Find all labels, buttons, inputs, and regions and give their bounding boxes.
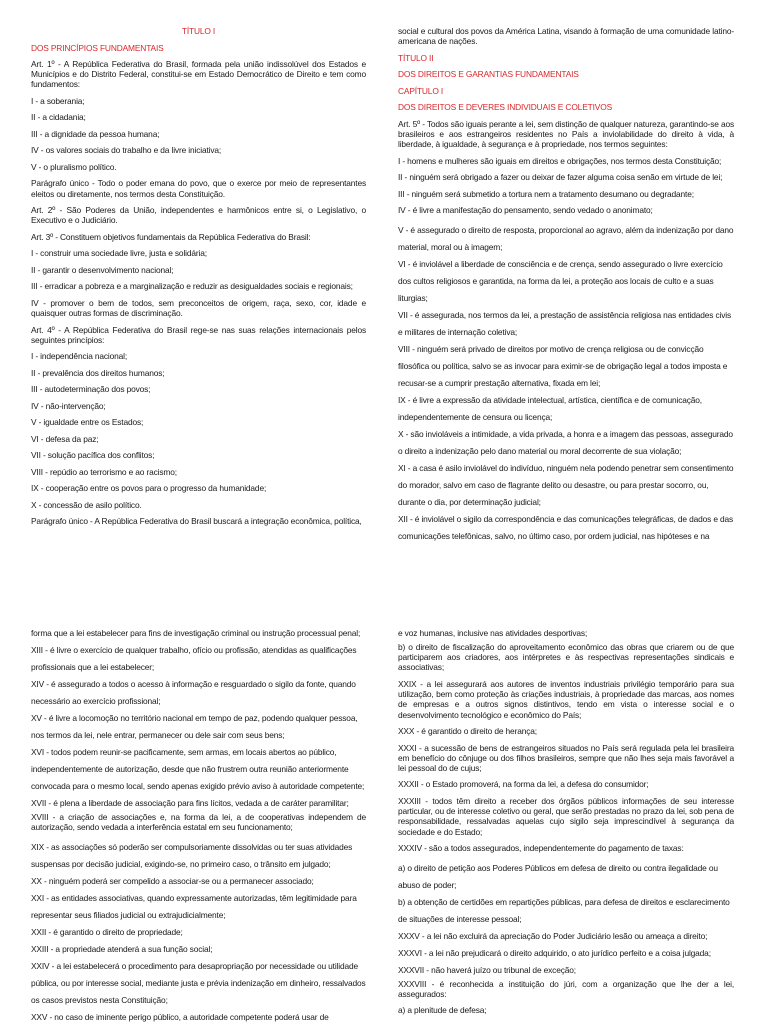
paragraph: XVI - todos podem reunir-se pacificamente, sem armas, em locais abertos ao público, independentemente de autorização, desde que não frustrem outra reunião anteriormente convocada para o mesmo local, sendo apenas exigido prévio aviso à autoridade competente; (31, 747, 365, 791)
paragraph: II - prevalência dos direitos humanos; (31, 367, 165, 378)
page-2-left-column (31, 625, 366, 1024)
paragraph: VIII - ninguém será privado de direitos por motivo de crença religiosa ou de convicção filosófica ou política, salvo se as invocar para eximir-se de obrigação legal a todos imposta e recusar-se a cumprir prestação alternativa, fixada em lei; (398, 343, 728, 388)
paragraph: I - a soberania; (31, 95, 85, 106)
paragraph: XI - a casa é asilo inviolável do indivíduo, ninguém nela podendo penetrar sem consentimento do morador, salvo em caso de flagrante delito ou desastre, ou para prestar socorro, ou, durante o dia, por determinação judicial; (398, 462, 734, 507)
paragraph: V - igualdade entre os Estados; (31, 417, 144, 428)
paragraph: e voz humanas, inclusive nas atividades desportivas; (398, 628, 588, 638)
paragraph: IV - os valores sociais do trabalho e da livre iniciativa; (31, 145, 222, 156)
paragraph: XXX - é garantido o direito de herança; (398, 726, 537, 737)
paragraph: IV - não-intervenção; (31, 400, 106, 411)
paragraph: XXXVI - a lei não prejudicará o direito adquirido, o ato jurídico perfeito e a coisa julgada; (398, 947, 711, 958)
paragraph: XXIX - a lei assegurará aos autores de inventos industriais privilégio temporário para sua utilização, bem como proteção às criações industriais, à propriedade das marcas, aos nomes de empresas e a outros signos distintivos, tendo em vista o interesse social e o desenvolvimento tecnológico e econômico do País; (398, 678, 734, 720)
paragraph: XXIII - a propriedade atenderá a sua função social; (31, 943, 213, 954)
paragraph: Art. 1º - A República Federativa do Brasil, formada pela união indissolúvel dos Estados e Municípios e do Distrito Federal, constitui-se em Estado Democrático de Direito e tem como fundamentos: (31, 59, 366, 90)
paragraph: III - ninguém será submetido a tortura nem a tratamento desumano ou degradante; (398, 188, 694, 199)
paragraph: IV - é livre a manifestação do pensamento, sendo vedado o anonimato; (398, 205, 653, 216)
paragraph: VIII - repúdio ao terrorismo e ao racismo; (31, 466, 177, 477)
paragraph: I - homens e mulheres são iguais em direitos e obrigações, nos termos desta Constituição; (398, 155, 722, 166)
paragraph: XXXIV - são a todos assegurados, independentemente do pagamento de taxas: (398, 843, 684, 854)
section-heading: TÍTULO II (398, 52, 434, 63)
paragraph: XXI - as entidades associativas, quando expressamente autorizadas, têm legitimidade para representar seus filiados judicial ou extrajudicialmente; (31, 892, 357, 920)
paragraph: Parágrafo único - A República Federativa do Brasil buscará a integração econômica, política, (31, 516, 362, 527)
paragraph: a) a plenitude de defesa; (398, 1005, 487, 1016)
paragraph: III - erradicar a pobreza e a marginalização e reduzir as desigualdades sociais e regionais; (31, 281, 353, 292)
paragraph: IX - é livre a expressão da atividade intelectual, artística, científica e de comunicação, independentemente de censura ou licença; (398, 394, 702, 422)
paragraph: XIII - é livre o exercício de qualquer trabalho, ofício ou profissão, atendidas as qualificações profissionais que a lei estabelecer; (31, 645, 357, 672)
paragraph: XV - é livre a locomoção no território nacional em tempo de paz, podendo qualquer pessoa, nos termos da lei, nele entrar, permanecer ou dele sair com seus bens; (31, 713, 358, 740)
paragraph: b) a obtenção de certidões em repartições públicas, para defesa de direitos e esclarecimento de situações de interesse pessoal; (398, 896, 730, 924)
paragraph: II - a cidadania; (31, 112, 86, 123)
paragraph: b) o direito de fiscalização do aproveitamento econômico das obras que criarem ou de que participarem aos criadores, aos intérpretes e às respectivas representações sindicais e associativas; (398, 642, 734, 673)
paragraph: VI - é inviolável a liberdade de consciência e de crença, sendo assegurado o livre exercício dos cultos religiosos e garantida, na forma da lei, a proteção aos locais de culto e a suas liturgias; (398, 258, 723, 303)
paragraph: Art. 5º - Todos são iguais perante a lei, sem distinção de qualquer natureza, garantindo-se aos brasileiros e aos estrangeiros residentes no País a inviolabilidade do direito à vida, à liberdade, à igualdade, à segurança e à propriedade, nos termos seguintes: (398, 118, 734, 150)
paragraph: XVII - é plena a liberdade de associação para fins lícitos, vedada a de caráter paramilitar; (31, 798, 349, 808)
paragraph: XXXV - a lei não excluirá da apreciação do Poder Judiciário lesão ou ameaça a direito; (398, 930, 708, 941)
section-heading: CAPÍTULO I (398, 85, 444, 96)
page-1-left-column (31, 26, 366, 527)
paragraph: I - independência nacional; (31, 351, 128, 362)
paragraph: forma que a lei estabelecer para fins de investigação criminal ou instrução processual penal; (31, 628, 361, 638)
paragraph: IV - promover o bem de todos, sem preconceitos de origem, raça, sexo, cor, idade e quaisquer outras formas de discriminação. (31, 297, 366, 319)
paragraph: a) o direito de petição aos Poderes Públicos em defesa de direito ou contra ilegalidade ou abuso de poder; (398, 862, 718, 890)
paragraph: Art. 4º - A República Federativa do Brasil rege-se nas suas relações internacionais pelos seguintes princípios: (31, 324, 366, 345)
paragraph: X - são invioláveis a intimidade, a vida privada, a honra e a imagem das pessoas, assegurado o direito a indenização pelo dano material ou moral decorrente de sua violação; (398, 428, 733, 456)
paragraph: V - o pluralismo político. (31, 161, 117, 172)
section-heading: TÍTULO I (181, 26, 216, 36)
paragraph: XXXIII - todos têm direito a receber dos órgãos públicos informações de seu interesse particular, ou de interesse coletivo ou geral, que serão prestadas no prazo da lei, sob pena de responsabilidade, ressalvadas aquelas cujo sigilo seja imprescindível à segurança da sociedade e do Estado; (398, 795, 734, 837)
paragraph: XXXVIII - é reconhecida a instituição do júri, com a organização que lhe der a lei, assegurados: (398, 978, 734, 999)
paragraph: XXV - no caso de iminente perigo público, a autoridade competente poderá usar de (31, 1011, 329, 1022)
paragraph: V - é assegurado o direito de resposta, proporcional ao agravo, além da indenização por dano material, moral ou à imagem; (398, 224, 734, 252)
paragraph: II - ninguém será obrigado a fazer ou deixar de fazer alguma coisa senão em virtude de lei; (398, 172, 723, 183)
paragraph: XIV - é assegurado a todos o acesso à informação e resguardado o sigilo da fonte, quando necessário ao exercício profissional; (31, 679, 356, 706)
paragraph: VII - é assegurada, nos termos da lei, a prestação de assistência religiosa nas entidades civis e militares de internação coletiva; (398, 309, 732, 337)
paragraph: III - a dignidade da pessoa humana; (31, 128, 160, 139)
paragraph: I - construir uma sociedade livre, justa e solidária; (31, 248, 207, 259)
paragraph: XII - é inviolável o sigilo da correspondência e das comunicações telegráficas, de dados e das comunicações telefônicas, salvo, no último caso, por ordem judicial, nas hipóteses e na (398, 513, 734, 541)
paragraph: XXXII - o Estado promoverá, na forma da lei, a defesa do consumidor; (398, 779, 649, 790)
paragraph: Art. 2º - São Poderes da União, independentes e harmônicos entre si, o Legislativo, o Executivo e o Judiciário. (31, 205, 366, 226)
paragraph: XX - ninguém poderá ser compelido a associar-se ou a permanecer associado; (31, 875, 314, 886)
paragraph: III - autodeterminação dos povos; (31, 384, 151, 395)
paragraph: X - concessão de asilo político. (31, 499, 142, 510)
paragraph: XIX - as associações só poderão ser compulsoriamente dissolvidas ou ter suas atividades suspensas por decisão judicial, exigindo-se, no primeiro caso, o trânsito em julgado; (31, 841, 353, 869)
paragraph: VI - defesa da paz; (31, 433, 99, 444)
paragraph: XXXVII - não haverá juízo ou tribunal de exceção; (398, 964, 576, 975)
page-2-right-column (398, 625, 734, 1024)
paragraph: VII - solução pacífica dos conflitos; (31, 450, 155, 461)
paragraph: IX - cooperação entre os povos para o progresso da humanidade; (31, 483, 267, 494)
paragraph: Parágrafo único - Todo o poder emana do povo, que o exerce por meio de representantes eleitos ou diretamente, nos termos desta Constituição. (31, 178, 366, 199)
section-heading: DOS DIREITOS E GARANTIAS FUNDAMENTAIS (398, 69, 579, 80)
paragraph: XXXI - a sucessão de bens de estrangeiros situados no País será regulada pela lei brasileira em benefício do cônjuge ou dos filhos brasileiros, sempre que não lhes seja mais favorável a lei pessoal do de cujus; (398, 742, 734, 773)
paragraph: Art. 3º - Constituem objetivos fundamentais da República Federativa do Brasil: (31, 231, 311, 242)
section-heading: DOS DIREITOS E DEVERES INDIVIDUAIS E COLETIVOS (398, 102, 613, 113)
paragraph: II - garantir o desenvolvimento nacional; (31, 264, 174, 275)
paragraph: XVIII - a criação de associações e, na forma da lei, a de cooperativas independem de autorização, sendo vedada a interferência estatal em seu funcionamento; (31, 812, 366, 833)
document-page-2 (0, 512, 768, 1024)
paragraph: XXIV - a lei estabelecerá o procedimento para desapropriação por necessidade ou utilidade pública, ou por interesse social, mediante justa e prévia indenização em dinheiro, ressalvados os casos previstos nesta Constituição; (31, 960, 366, 1005)
page-1-right-column (398, 26, 734, 541)
paragraph: XXII - é garantido o direito de propriedade; (31, 926, 183, 937)
section-heading: DOS PRINCÍPIOS FUNDAMENTAIS (31, 42, 164, 53)
paragraph: social e cultural dos povos da América Latina, visando à formação de uma comunidade latino-americana de nações. (398, 26, 734, 47)
